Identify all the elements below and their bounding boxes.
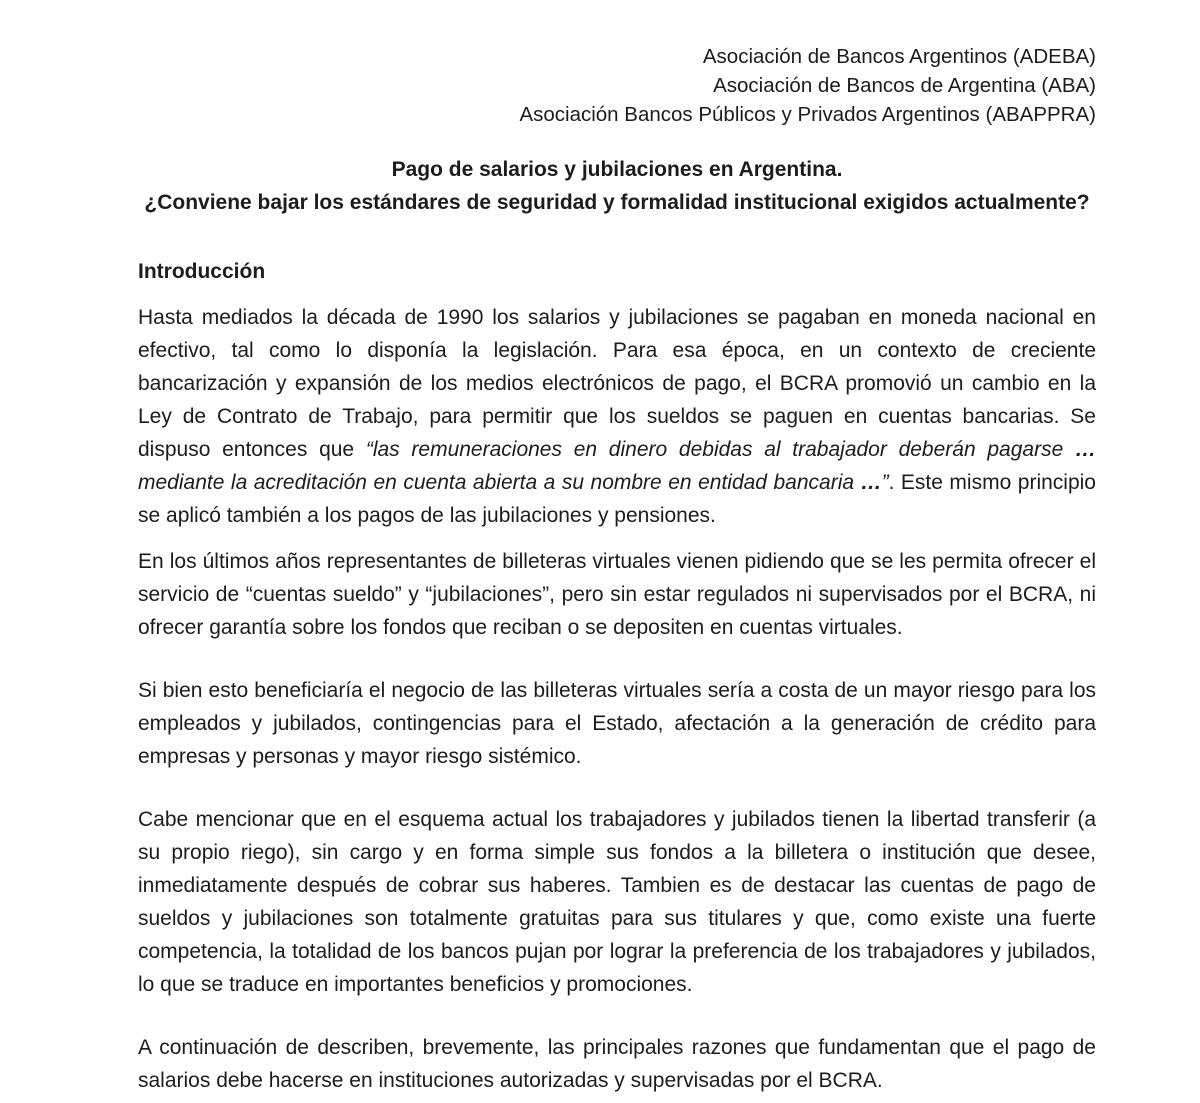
paragraph-2 [138, 545, 1096, 644]
quote-text: “las remuneraciones en dinero debidas al trabajador deberán pagarse [365, 438, 1075, 461]
paragraph-text: Si bien esto beneficiaría el negocio de las billeteras virtuales sería a costa de un mayor riesgo para los empleados y jubilados, contingencias para el Estado, afectación a la generación de crédito para empresas y personas y mayor riesgo sistémico. [138, 679, 1096, 768]
paragraph-4 [138, 803, 1096, 1001]
paragraph-text: . Este mismo principio se aplicó también a los pagos de las jubilaciones y pensiones. [138, 471, 1096, 527]
letterhead-line-2: Asociación de Bancos de Argentina (ABA) [713, 74, 1096, 97]
quote-text: … [1075, 438, 1096, 461]
quote-text: mediante la acreditación en cuenta abierta a su nombre en entidad bancaria [138, 471, 861, 494]
paragraph-text: A continuación de describen, brevemente, las principales razones que fundamentan que el pago de salarios debe hacerse en instituciones autorizadas y supervisadas por el BCRA. [138, 1036, 1096, 1092]
paragraph-text: En los últimos años representantes de billeteras virtuales vienen pidiendo que se les permita ofrecer el servicio de “cuentas sueldo” y “jubilaciones”, pero sin estar regulados ni supervisados por el BCRA, ni ofrecer garantía sobre los fondos que reciban o se depositen en cuentas virtuales. [138, 550, 1096, 639]
paragraph-5 [138, 1031, 1096, 1097]
paragraph-text: Cabe mencionar que en el esquema actual los trabajadores y jubilados tienen la libertad transferir (a su propio riego), sin cargo y en forma simple sus fondos a la billetera o institución que desee, inmediatamente después de cobrar sus haberes. Tambien es de destacar las cuentas de pago de sueldos y jubilaciones son totalmente gratuitas para sus titulares y que, como existe una fuerte competencia, la totalidad de los bancos pujan por lograr la preferencia de los trabajadores y jubilados, lo que se traduce en importantes beneficios y promociones. [138, 808, 1096, 996]
document-title [138, 153, 1096, 219]
section-heading: Introducción [138, 260, 266, 283]
letterhead [138, 42, 1096, 129]
document-body [138, 301, 1096, 1097]
quote-text: … [860, 471, 882, 494]
paragraph-3 [138, 674, 1096, 773]
quote-text: ” [881, 471, 889, 494]
paragraph-1 [138, 301, 1096, 532]
letterhead-line-1: Asociación de Bancos Argentinos (ADEBA) [702, 45, 1096, 68]
document-title-line-2: ¿Conviene bajar los estándares de seguridad y formalidad institucional exigidos actualmente? [144, 191, 1090, 214]
document-title-line-1: Pago de salarios y jubilaciones en Argentina. [391, 158, 843, 181]
paragraph-text: Hasta mediados la década de 1990 los salarios y jubilaciones se pagaban en moneda nacional en efectivo, tal como lo disponía la legislación. Para esa época, en un contexto de creciente bancarización y expansión de los medios electrónicos de pago, el BCRA promovió un cambio en la Ley de Contrato de Trabajo, para permitir que los sueldos se paguen en cuentas bancarias. Se dispuso entonces que [138, 306, 1096, 461]
letterhead-line-3: Asociación Bancos Públicos y Privados Argentinos (ABAPPRA) [519, 103, 1096, 126]
